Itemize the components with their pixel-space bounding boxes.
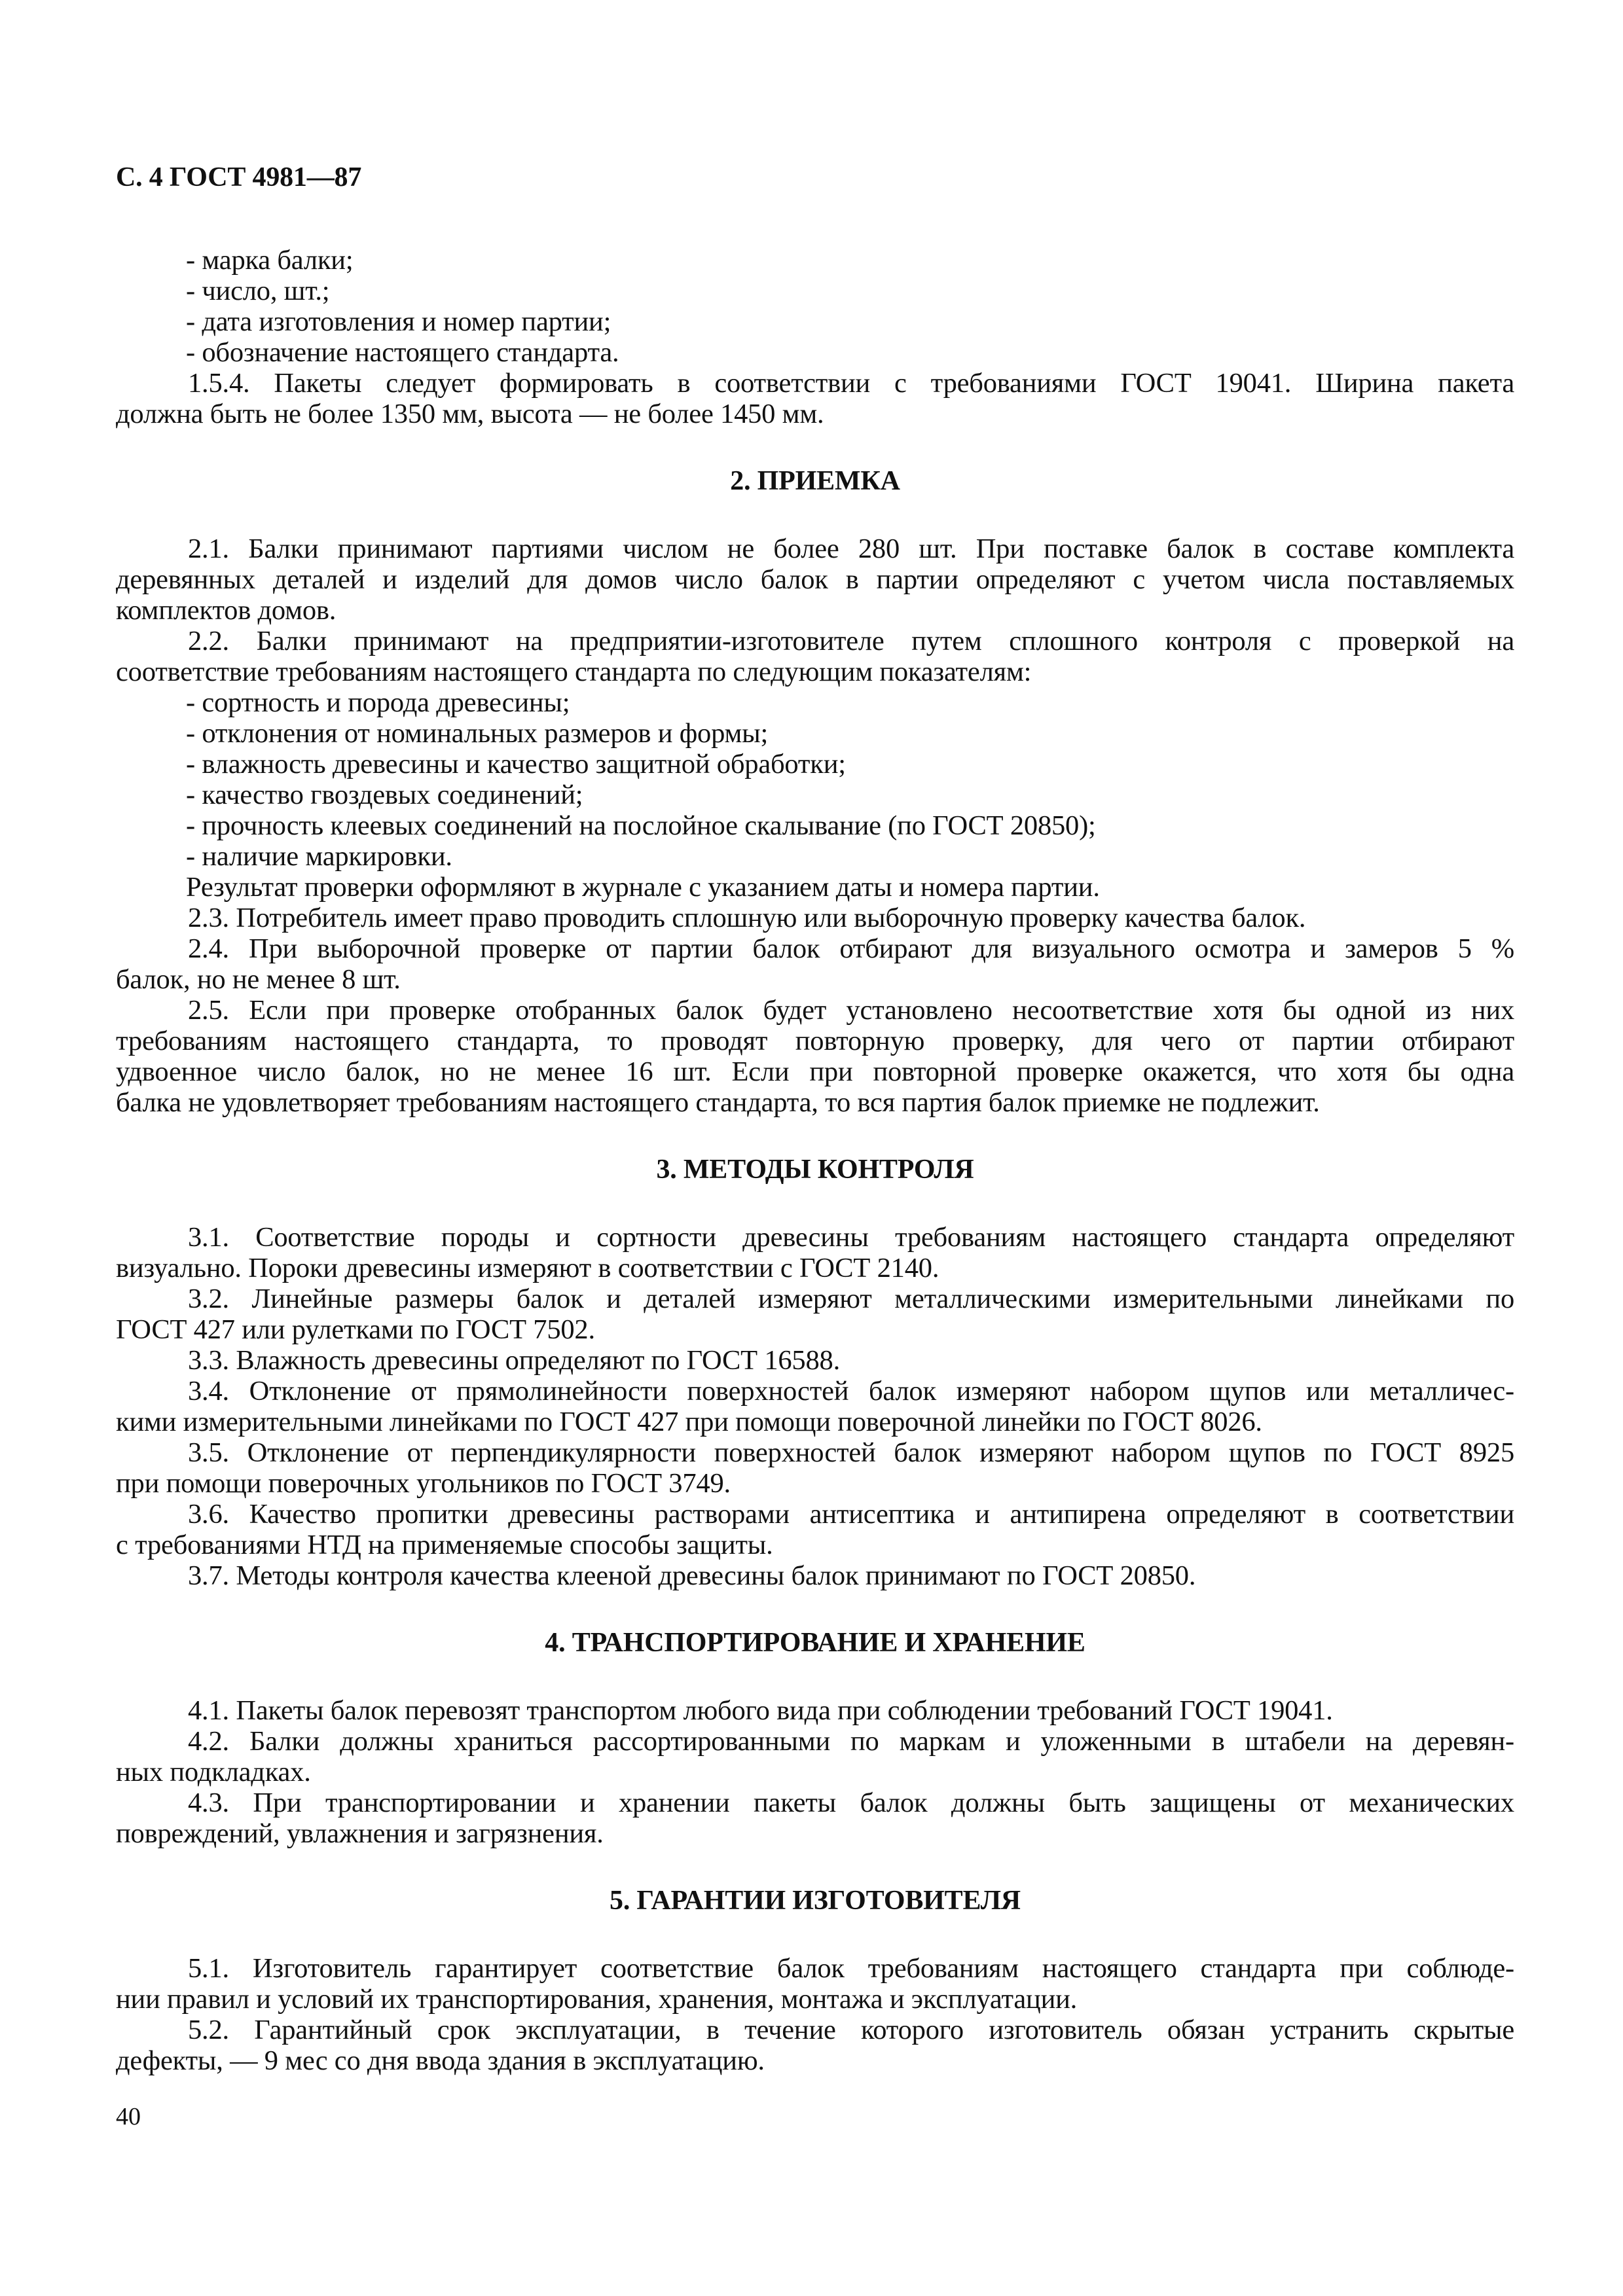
paragraph-3-4	[116, 1376, 1514, 1437]
text-line: 4.3. При транспортировании и хранении пакеты балок должны быть защищены от механических	[188, 1787, 1514, 1818]
section-title-acceptance: 2. ПРИЕМКА	[730, 466, 900, 496]
list-item: - прочность клеевых соединений на послойное скалывание (по ГОСТ 20850);	[186, 810, 1096, 841]
paragraph-2-5	[116, 995, 1514, 1118]
text-line: требованиям настоящего стандарта, то проводят повторную проверку, для чего от партии отбирают	[116, 1026, 1514, 1056]
paragraph-1-5-4	[116, 368, 1514, 429]
page-header: С. 4 ГОСТ 4981—87	[116, 162, 362, 192]
text-line: 3.1. Соответствие породы и сортности древесины требованиям настоящего стандарта определяют	[188, 1222, 1514, 1253]
paragraph-2-3: 2.3. Потребитель имеет право проводить сплошную или выборочную проверку качества балок.	[188, 903, 1306, 933]
paragraph-4-2	[116, 1726, 1514, 1787]
paragraph-2-2	[116, 626, 1514, 687]
paragraph-3-5	[116, 1437, 1514, 1499]
list-item: - наличие маркировки.	[186, 841, 452, 872]
text-line: 3.6. Качество пропитки древесины растворами антисептика и антипирена определяют в соответствии	[188, 1499, 1514, 1530]
text-line: при помощи поверочных угольников по ГОСТ 3749.	[116, 1468, 731, 1499]
text-line: должна быть не более 1350 мм, высота — не более 1450 мм.	[116, 399, 824, 429]
text-line: балок, но не менее 8 шт.	[116, 964, 401, 995]
text-line: 2.5. Если при проверке отобранных балок будет установлено несоответствие хотя бы одной из них	[188, 995, 1514, 1026]
text-line: 5.2. Гарантийный срок эксплуатации, в течение которого изготовитель обязан устранить скрытые	[188, 2015, 1514, 2045]
text-line: нии правил и условий их транспортирования, хранения, монтажа и эксплуатации.	[116, 1984, 1078, 2015]
text-line: 1.5.4. Пакеты следует формировать в соответствии с требованиями ГОСТ 19041. Ширина пакета	[188, 368, 1514, 399]
paragraph-5-1	[116, 1953, 1514, 2015]
list-item: - сортность и порода древесины;	[186, 687, 570, 718]
text-line: ных подкладках.	[116, 1757, 311, 1787]
list-item: - марка балки;	[186, 245, 354, 276]
paragraph-3-7: 3.7. Методы контроля качества клееной древесины балок принимают по ГОСТ 20850.	[188, 1560, 1196, 1591]
text-line: с требованиями НТД на применяемые способы защиты.	[116, 1530, 773, 1560]
paragraph-2-4	[116, 933, 1514, 995]
text-line: 2.1. Балки принимают партиями числом не более 280 шт. При поставке балок в составе комплекта	[188, 533, 1514, 564]
text-line: 3.5. Отклонение от перпендикулярности поверхностей балок измеряют набором щупов по ГОСТ 8925	[188, 1437, 1514, 1468]
text-line: ГОСТ 427 или рулетками по ГОСТ 7502.	[116, 1314, 595, 1345]
list-item: - влажность древесины и качество защитной обработки;	[186, 749, 846, 780]
list-item: - качество гвоздевых соединений;	[186, 780, 583, 810]
text-line: 2.4. При выборочной проверке от партии балок отбирают для визуального осмотра и замеров 5 %	[188, 933, 1514, 964]
paragraph-3-2	[116, 1283, 1514, 1345]
text-line: 5.1. Изготовитель гарантирует соответствие балок требованиям настоящего стандарта при соблюде-	[188, 1953, 1514, 1984]
list-item: - отклонения от номинальных размеров и формы;	[186, 718, 769, 749]
text-line: дефекты, — 9 мес со дня ввода здания в эксплуатацию.	[116, 2045, 765, 2076]
text-line: визуально. Пороки древесины измеряют в соответствии с ГОСТ 2140.	[116, 1253, 939, 1283]
text-line: удвоенное число балок, но не менее 16 шт. Если при повторной проверке окажется, что хотя бы одна	[116, 1056, 1514, 1087]
text-line: комплектов домов.	[116, 595, 337, 626]
text-line: кими измерительными линейками по ГОСТ 427 при помощи поверочной линейки по ГОСТ 8026.	[116, 1407, 1262, 1437]
list-item: - число, шт.;	[186, 276, 330, 306]
text-line: соответствие требованиям настоящего стандарта по следующим показателям:	[116, 656, 1032, 687]
text-line: 2.2. Балки принимают на предприятии-изготовителе путем сплошного контроля с проверкой на	[188, 626, 1514, 656]
paragraph-2-1	[116, 533, 1514, 626]
text-line: деревянных деталей и изделий для домов число балок в партии определяют с учетом числа поставляемых	[116, 564, 1514, 595]
result-line: Результат проверки оформляют в журнале с указанием даты и номера партии.	[186, 872, 1100, 903]
paragraph-4-3	[116, 1787, 1514, 1849]
text-line: 4.2. Балки должны храниться рассортированными по маркам и уложенными в штабели на деревян-	[188, 1726, 1514, 1757]
text-line: 3.2. Линейные размеры балок и деталей измеряют металлическими измерительными линейками по	[188, 1283, 1514, 1314]
list-item: - дата изготовления и номер партии;	[186, 306, 611, 337]
paragraph-3-3: 3.3. Влажность древесины определяют по ГОСТ 16588.	[188, 1345, 840, 1376]
paragraph-3-6	[116, 1499, 1514, 1560]
paragraph-3-1	[116, 1222, 1514, 1283]
list-item: - обозначение настоящего стандарта.	[186, 337, 619, 368]
paragraph-5-2	[116, 2015, 1514, 2076]
document-page	[116, 162, 1514, 2076]
section-title-manufacturer-warranty: 5. ГАРАНТИИ ИЗГОТОВИТЕЛЯ	[610, 1886, 1021, 1916]
text-line: 3.4. Отклонение от прямолинейности поверхностей балок измеряют набором щупов или металличес-	[188, 1376, 1514, 1407]
section-title-transport-storage: 4. ТРАНСПОРТИРОВАНИЕ И ХРАНЕНИЕ	[545, 1628, 1085, 1658]
page-number: 40	[116, 2103, 141, 2130]
text-line: балка не удовлетворяет требованиям настоящего стандарта, то вся партия балок приемке не подлежит.	[116, 1087, 1320, 1118]
paragraph-4-1: 4.1. Пакеты балок перевозят транспортом любого вида при соблюдении требований ГОСТ 19041.	[188, 1695, 1333, 1726]
section-title-control-methods: 3. МЕТОДЫ КОНТРОЛЯ	[656, 1155, 974, 1185]
text-line: повреждений, увлажнения и загрязнения.	[116, 1818, 604, 1849]
